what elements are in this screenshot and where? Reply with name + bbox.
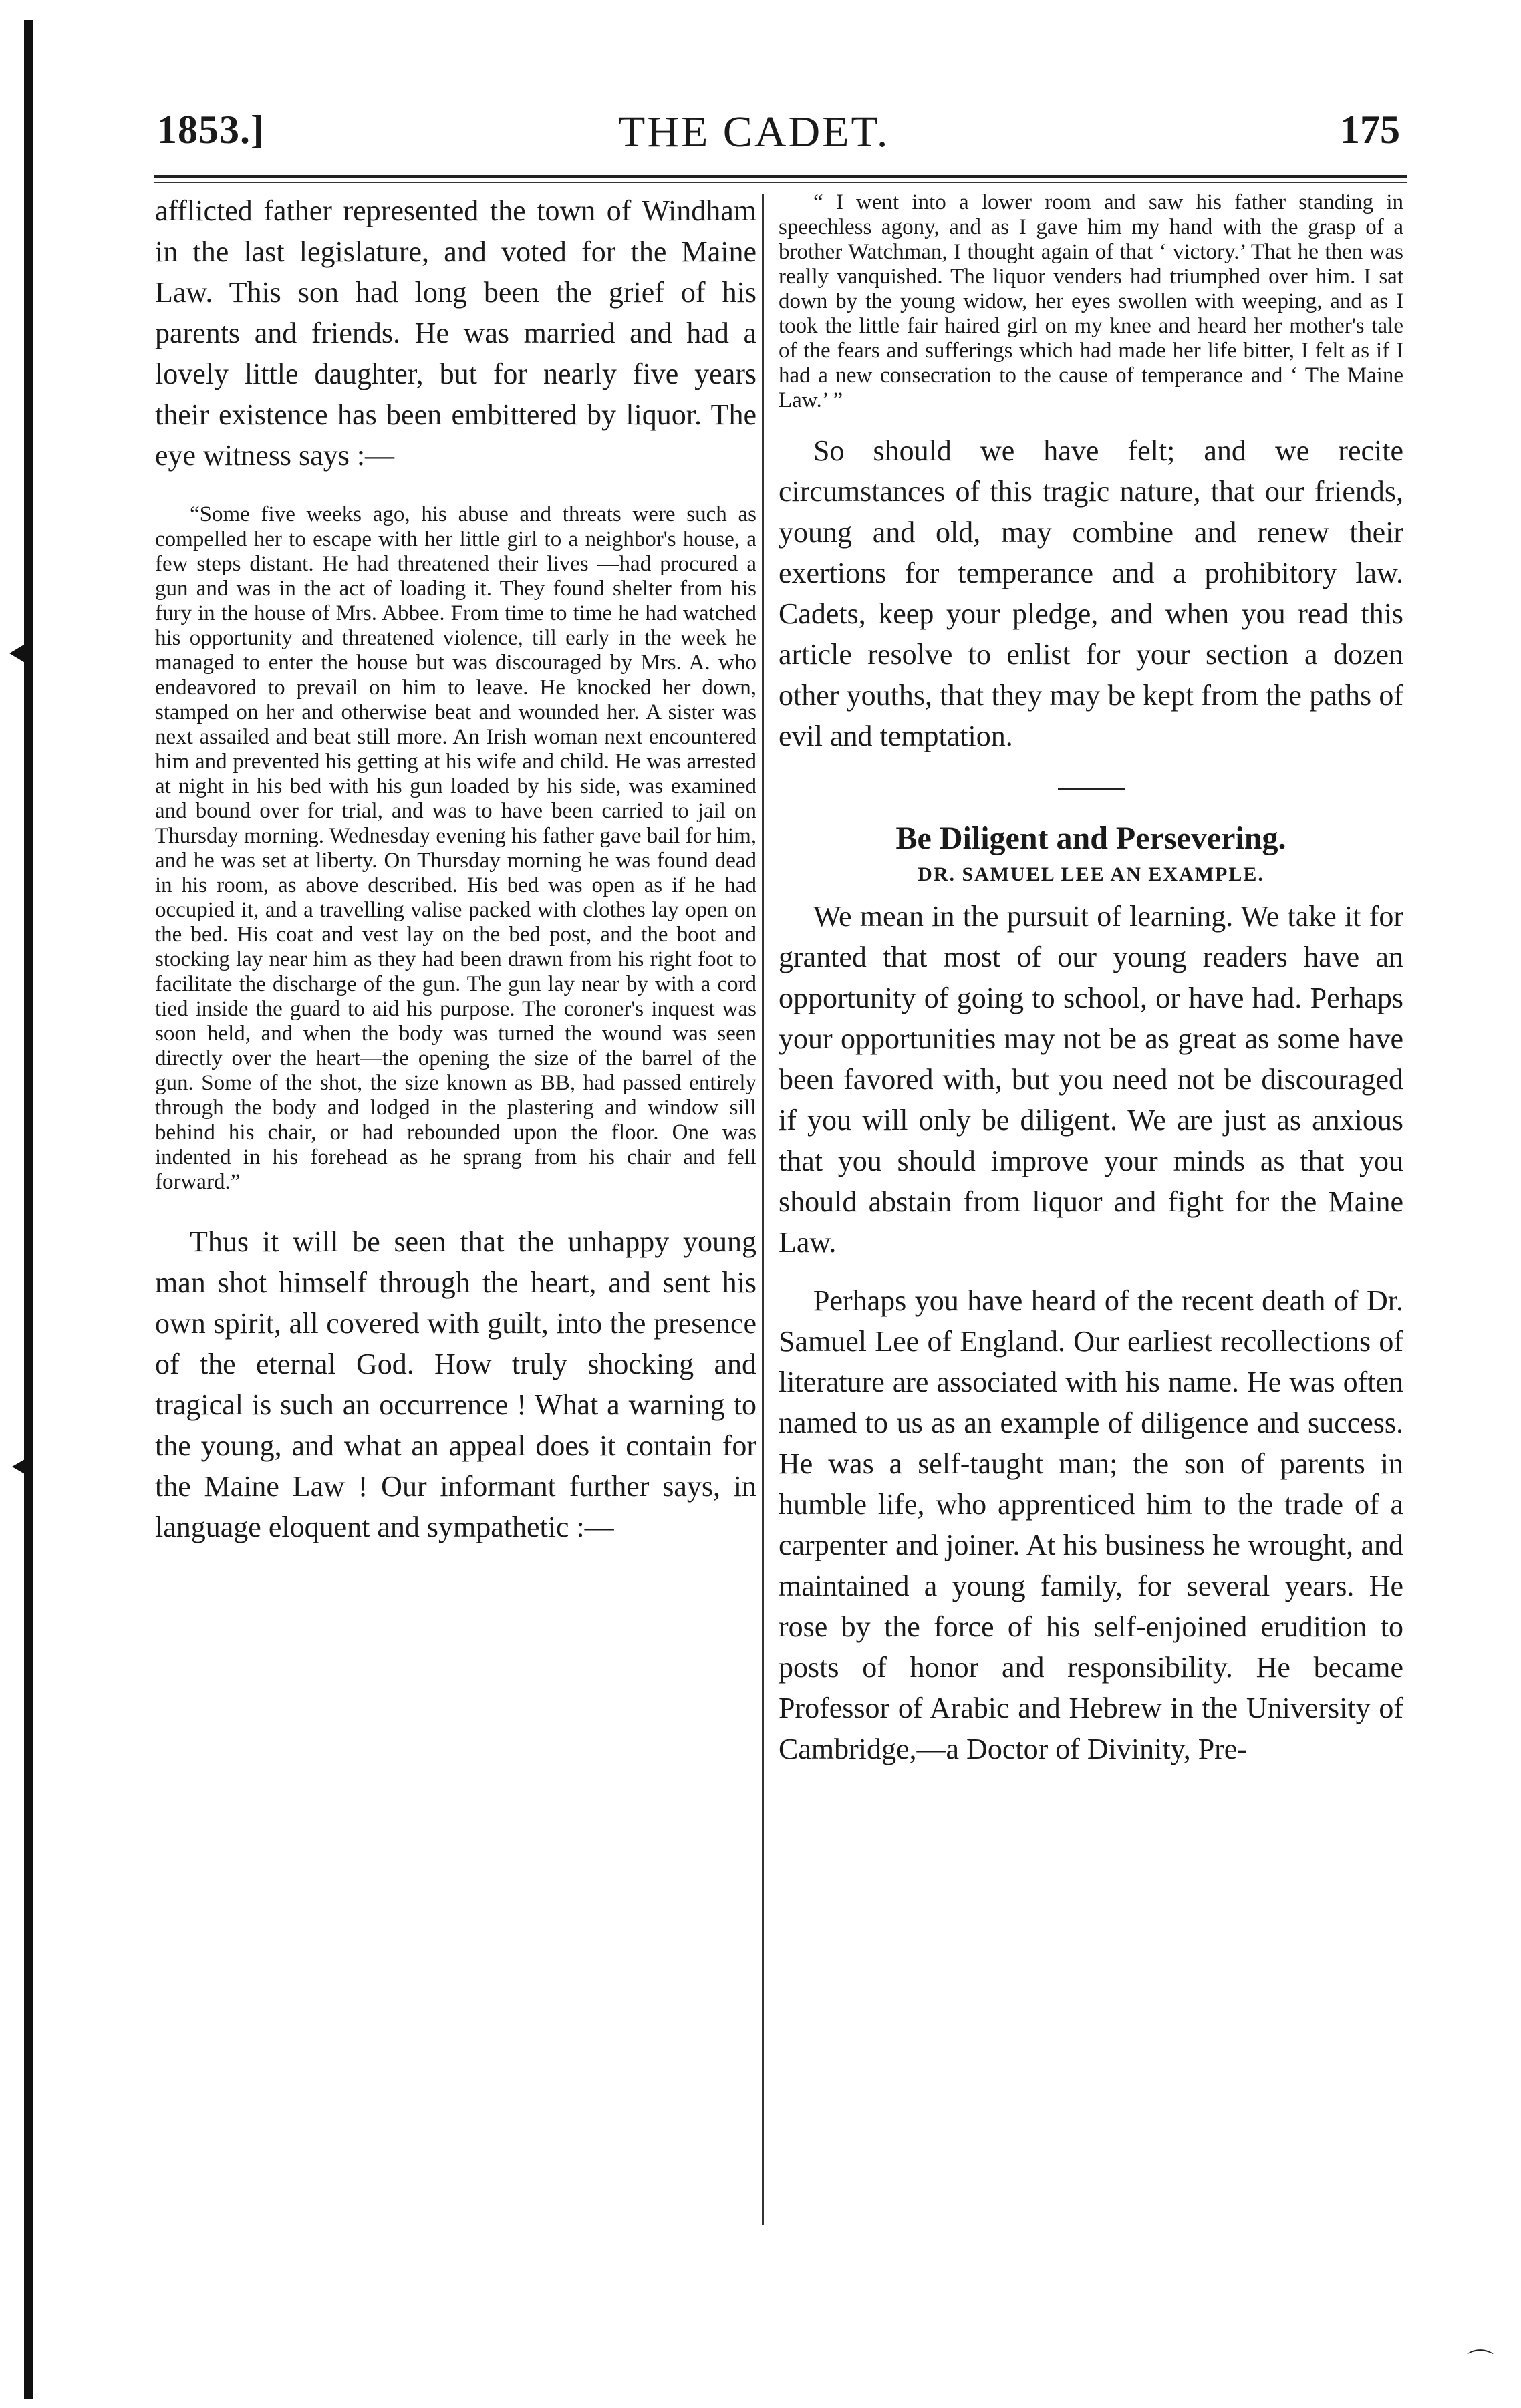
right-paragraph-2: We mean in the pursuit of learning. We take it for granted that most of our young readers have an opportunity of going to school, or have had. Perhaps your opportunities may not be as great as some have been favored with, but you need not be discouraged if you will only be diligent. We are just as anxious that you should improve your minds as that you should abstain from liquor and fight for the Maine Law. bbox=[779, 900, 1403, 1259]
left-paragraph-1: afflicted father represented the town of Windham in the last legislature, and voted for the Maine Law. This son had long been the grief of his parents and friends. He was married and had a lovely little daughter, but for nearly five years their existence has been embittered by liquor. The eye witness says :— bbox=[155, 194, 756, 472]
section-subtitle: DR. SAMUEL LEE AN EXAMPLE. bbox=[918, 863, 1264, 885]
right-column bbox=[779, 190, 1403, 1769]
section-title: Be Diligent and Persevering. bbox=[895, 820, 1286, 856]
right-quote: “ I went into a lower room and saw his father standing in speechless agony, and as I gave him my hand with the grasp of a brother Watchman, I thought again of that ‘ victory.’ That he then was really vanquished. The liquor venders had triumphed over him. I sat down by the young widow, her eyes swollen with weeping, and as I took the little fair haired girl on my knee and heard her mother's tale of the fears and sufferings which had made her life bitter, I felt as if I had a new consecration to the cause of temperance and ‘ The Maine Law.’ ” bbox=[779, 190, 1403, 412]
right-paragraph-1: So should we have felt; and we recite circumstances of this tragic nature, that our friends, young and old, may combine and renew their exertions for temperance and a prohibitory law. Cadets, keep your pledge, and when you read this article resolve to enlist for your section a dozen other youths, that they may be kept from the paths of evil and temptation. bbox=[779, 434, 1403, 752]
left-column bbox=[155, 190, 756, 1547]
page-header bbox=[157, 107, 1400, 167]
header-year: 1853.] bbox=[157, 108, 265, 152]
binding-notch bbox=[9, 641, 29, 665]
section-divider bbox=[1058, 788, 1125, 790]
binding-notch bbox=[12, 1457, 29, 1477]
header-title: THE CADET. bbox=[618, 108, 890, 156]
left-quote: “Some five weeks ago, his abuse and threats were such as compelled her to escape with her little girl to a neighbor's house, a few steps distant. He had threatened their lives —had procured a gun and was in the act of loading it. They found shelter from his fury in the house of Mrs. Abbee. From time to time he had watched his opportunity and threatened violence, till early in the week he managed to enter the house but was discouraged by Mrs. A. who endeavored to prevail on him to leave. He knocked her down, stamped on her and otherwise beat and wounded her. A sister was next assailed and beat still more. An Irish woman next encountered him and prevented his getting at his wife and child. He was arrested at night in his bed with his gun loaded by his side, was examined and bound over for trial, and was to have been carried to jail on Thursday morning. Wednesday evening his father gave bail for him, and he was set at liberty. On Thursday morning he was found dead in his room, as above described. His bed was open as if he had occupied it, and a travelling valise packed with clothes lay open on the bed. His coat and vest lay on the bed post, and the boot and stocking lay near him as they had been drawn from his right foot to facilitate the discharge of the gun. The gun lay near by with a cord tied inside the guard to aid his purpose. The coroner's inquest was soon held, and when the body was turned the wound was seen directly over the heart—the opening the size of the barrel of the gun. Some of the shot, the size known as BB, had passed entirely through the body and lodged in the plastering and window sill behind his chair, or had rebounded upon the floor. One was indented in his forehead as he sprang from his chair and fell forward.” bbox=[155, 502, 756, 1194]
right-paragraph-3: Perhaps you have heard of the recent death of Dr. Samuel Lee of England. Our earliest recollections of literature are associated with his name. He was often named to us as an example of diligence and success. He was a self-taught man; the son of parents in humble life, who apprenticed him to the trade of a carpenter and joiner. At his business he wrought, and maintained a young family, for several years. He rose by the force of his self-enjoined erudition to posts of honor and responsibility. He became Professor of Arabic and Hebrew in the University of Cambridge,—a Doctor of Divinity, Pre- bbox=[779, 1284, 1403, 1765]
left-paragraph-2: Thus it will be seen that the unhappy young man shot himself through the heart, and sent his own spirit, all covered with guilt, into the presence of the eternal God. How truly shocking and tragical is such an occurrence ! What a warning to the young, and what an appeal does it contain for the Maine Law ! Our informant further says, in language eloquent and sympathetic :— bbox=[155, 1225, 756, 1543]
header-rule bbox=[154, 175, 1407, 178]
corner-smudge-icon: ⌒ bbox=[1467, 2348, 1494, 2378]
header-rule-thin bbox=[154, 182, 1407, 183]
binding-edge bbox=[24, 20, 33, 2399]
column-divider bbox=[762, 194, 764, 2225]
page-number: 175 bbox=[1340, 108, 1400, 152]
